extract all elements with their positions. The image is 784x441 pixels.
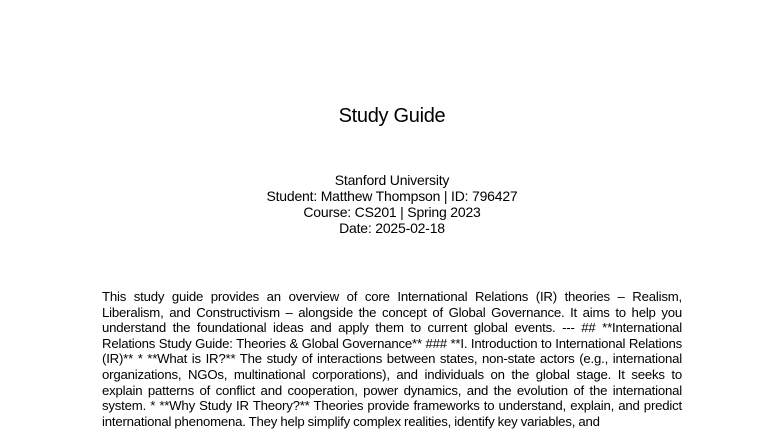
student-line: Student: Matthew Thompson | ID: 796427 [266, 188, 518, 204]
document-title: Study Guide [338, 105, 446, 127]
institution-line: Stanford University [334, 172, 450, 188]
date-line: Date: 2025-02-18 [339, 220, 445, 236]
course-line: Course: CS201 | Spring 2023 [303, 204, 481, 220]
document-meta [0, 172, 784, 236]
body-paragraph: This study guide provides an overview of core International Relations (IR) theories – Realism, Liberalism, and Constructivism – alongside the concept of Global Governance. It aims to help you understand the foundational ideas and apply them to current global events. --- ## **International Relations Study Guide: Theories & Global Governance** ### **I. Introduction to International Relations (IR)** * **What is IR?** The study of interactions between states, non-state actors (e.g., international organizations, NGOs, multinational corporations), and individuals on the global stage. It seeks to explain patterns of conflict and cooperation, power dynamics, and the evolution of the international system. * **Why Study IR Theory?** Theories provide frameworks to understand, explain, and predict international phenomena. They help simplify complex realities, identify key variables, and [102, 289, 682, 429]
